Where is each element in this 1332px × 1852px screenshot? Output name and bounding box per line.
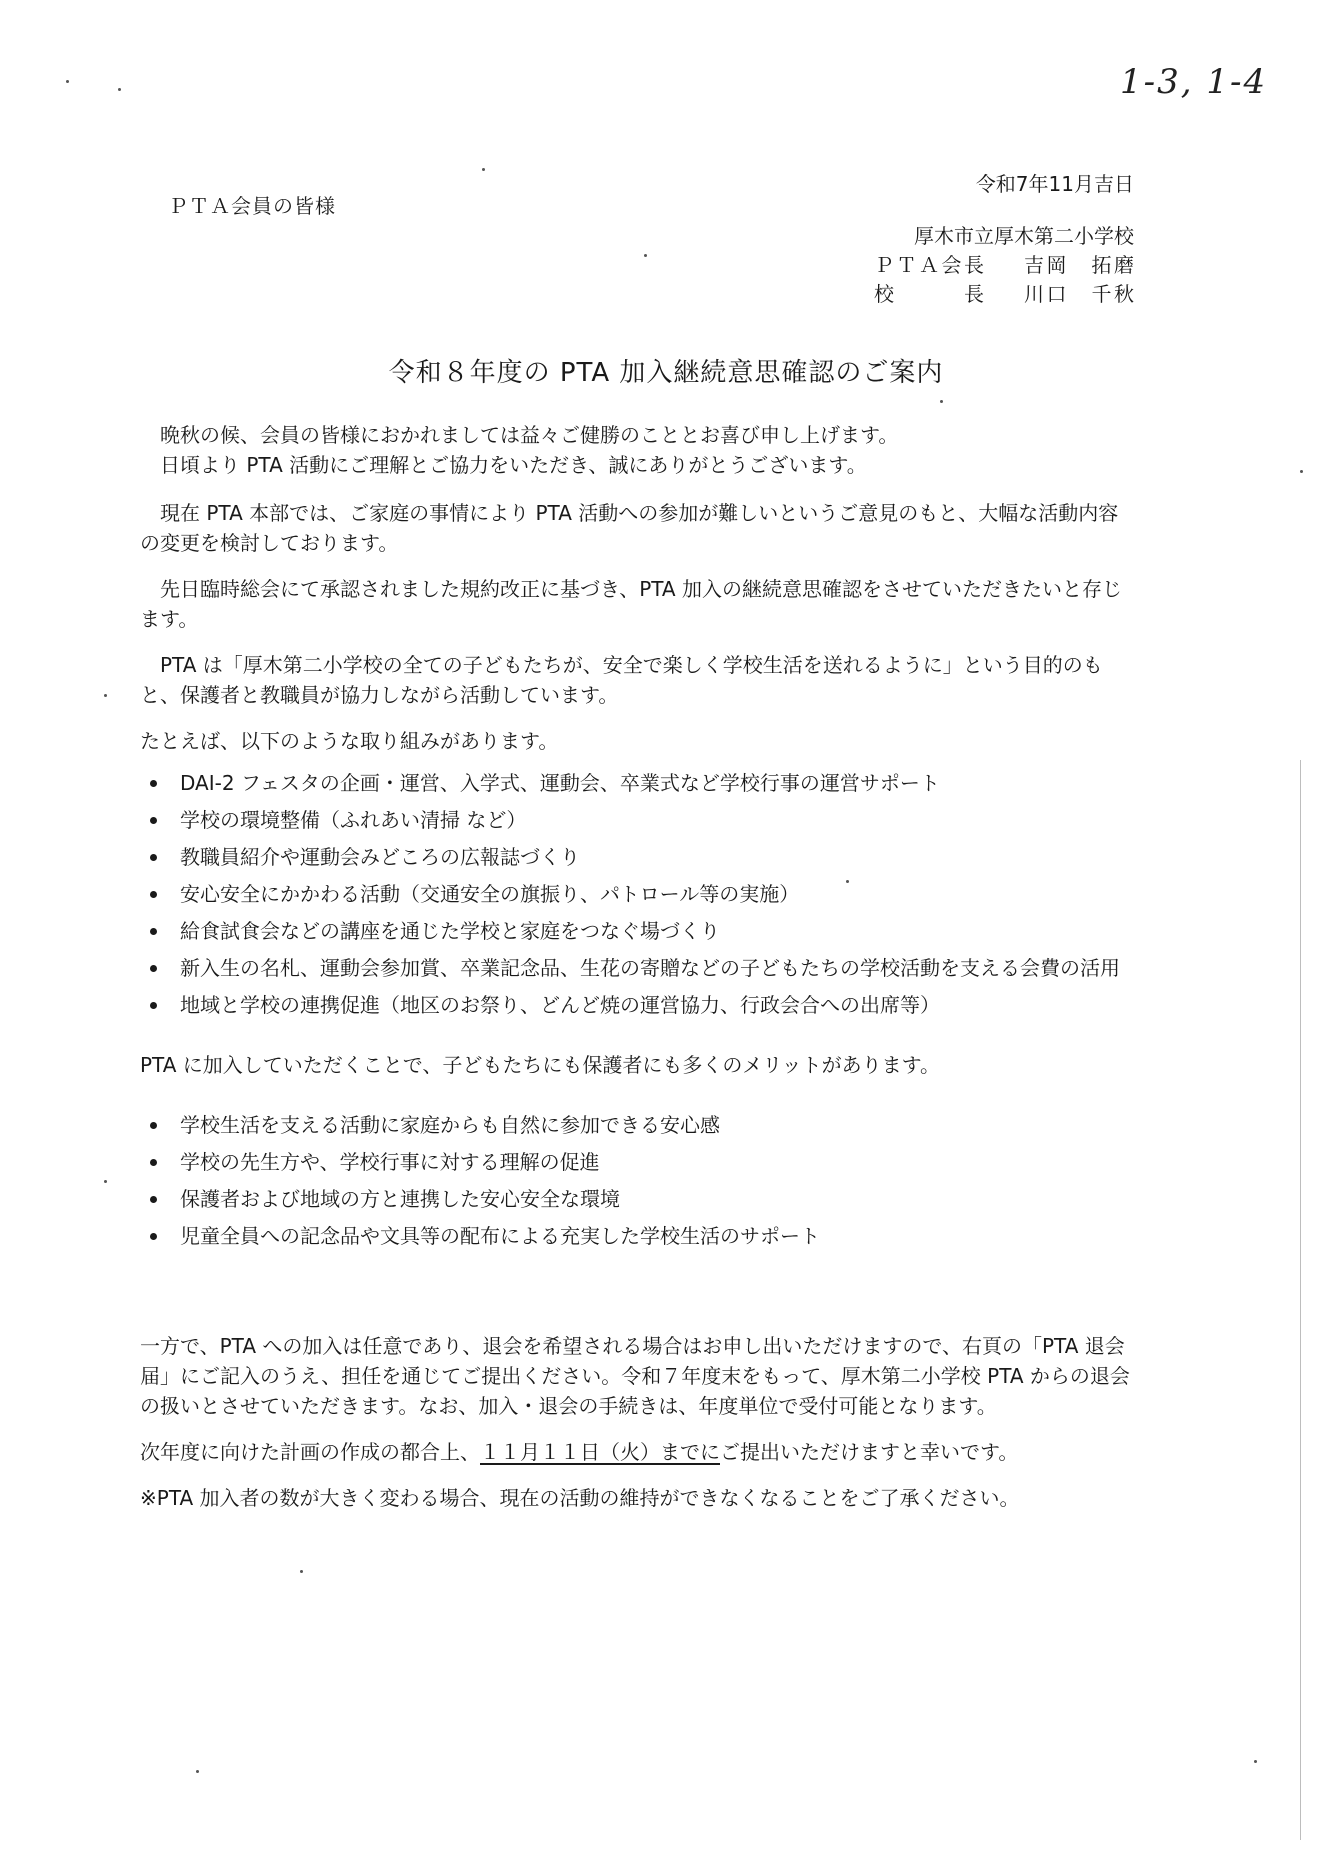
scan-speck [846, 880, 849, 883]
sender-principal [874, 280, 1134, 309]
school-name: 厚木市立厚木第二小学校 [914, 224, 1134, 248]
paragraph-current-status: 現在 PTA 本部では、ご家庭の事情により PTA 活動への参加が難しいというご意見のもと、大幅な活動内容の変更を検討しております。 [140, 501, 1119, 555]
paragraph-withdrawal: 一方で、PTA への加入は任意であり、退会を希望される場合はお申し出いただけますので、右頁の「PTA 退会届」にご記入のうえ、担任を通じてご提出ください。令和７年度末をもって、厚木第二小学校 PTA からの退会の扱いとさせていただきます。なお、加入・退会の手続きは、年度単位で受付可能となります。 [140, 1334, 1130, 1418]
list-item: 新入生の名札、運動会参加賞、卒業記念品、生花の寄贈などの子どもたちの学校活動を支える会費の活用 [140, 953, 1130, 983]
scan-speck [66, 80, 69, 83]
sender-school [874, 222, 1134, 251]
merits-intro: PTA に加入していただくことで、子どもたちにも保護者にも多くのメリットがあります。 [140, 1053, 940, 1077]
greeting [140, 420, 1130, 480]
document-title: 令和８年度の PTA 加入継続意思確認のご案内 [388, 358, 944, 388]
paragraph-deadline [140, 1437, 1130, 1467]
list-item: 学校の環境整備（ふれあい清掃 など） [140, 805, 1130, 835]
scan-speck [300, 1570, 303, 1573]
greeting-line-1: 晩秋の候、会員の皆様におかれましては益々ご健勝のこととお喜び申し上げます。 [160, 423, 899, 447]
deadline-date: １１月１１日（火）までに [480, 1440, 720, 1464]
scan-speck [1300, 470, 1303, 473]
scan-speck [1254, 1760, 1257, 1763]
scan-speck [196, 1770, 199, 1773]
activities-list [140, 768, 1130, 1020]
merits-list [140, 1110, 1130, 1251]
scan-speck [644, 254, 647, 257]
recipient-line: ＰＴＡ会員の皆様 [168, 194, 336, 218]
closing-note: ※PTA 加入者の数が大きく変わる場合、現在の活動の維持ができなくなることをご了承ください。 [140, 1486, 1020, 1510]
list-item: 安心安全にかかわる活動（交通安全の旗振り、パトロール等の実施） [140, 879, 1130, 909]
list-item: 保護者および地域の方と連携した安心安全な環境 [140, 1184, 1130, 1214]
scan-speck [482, 168, 485, 171]
issue-date: 令和7年11月吉日 [975, 172, 1134, 196]
list-item: 児童全員への記念品や文具等の配布による充実した学校生活のサポート [140, 1221, 1130, 1251]
scan-speck [104, 1180, 107, 1183]
scan-speck [104, 694, 107, 697]
sender-block [874, 222, 1134, 309]
pta-president-name: 吉岡 拓磨 [1024, 253, 1134, 277]
principal-name: 川口 千秋 [1024, 282, 1134, 306]
sender-pta-president [874, 251, 1134, 280]
document-body [140, 420, 1130, 1529]
scan-speck [118, 88, 121, 91]
paragraph-pta-purpose: PTA は「厚木第二小学校の全ての子どもたちが、安全で楽しく学校生活を送れるように」という目的のもと、保護者と教職員が協力しながら活動しています。 [140, 653, 1103, 707]
greeting-line-2: 日頃より PTA 活動にご理解とご協力をいただき、誠にありがとうございます。 [160, 453, 867, 477]
list-item: 地域と学校の連携促進（地区のお祭り、どんど焼の運営協力、行政会合への出席等） [140, 990, 1130, 1020]
deadline-lead: 次年度に向けた計画の作成の都合上、 [140, 1440, 480, 1464]
principal-role: 校 長 [874, 282, 984, 306]
activities-intro: たとえば、以下のような取り組みがあります。 [140, 729, 559, 753]
pta-president-role: ＰＴＡ会長 [874, 253, 984, 277]
handwritten-reference-number: 1-3, 1-4 [1120, 62, 1268, 102]
list-item: 給食試食会などの講座を通じた学校と家庭をつなぐ場づくり [140, 916, 1130, 946]
deadline-tail: ご提出いただけますと幸いです。 [720, 1440, 1019, 1464]
scan-speck [940, 400, 943, 403]
list-item: 学校の先生方や、学校行事に対する理解の促進 [140, 1147, 1130, 1177]
list-item: 教職員紹介や運動会みどころの広報誌づくり [140, 842, 1130, 872]
scan-edge-line [1300, 760, 1301, 1840]
list-item: 学校生活を支える活動に家庭からも自然に参加できる安心感 [140, 1110, 1130, 1140]
paragraph-rule-revision: 先日臨時総会にて承認されました規約改正に基づき、PTA 加入の継続意思確認をさせていただきたいと存じます。 [140, 577, 1122, 631]
list-item: DAI-2 フェスタの企画・運営、入学式、運動会、卒業式など学校行事の運営サポート [140, 768, 1130, 798]
